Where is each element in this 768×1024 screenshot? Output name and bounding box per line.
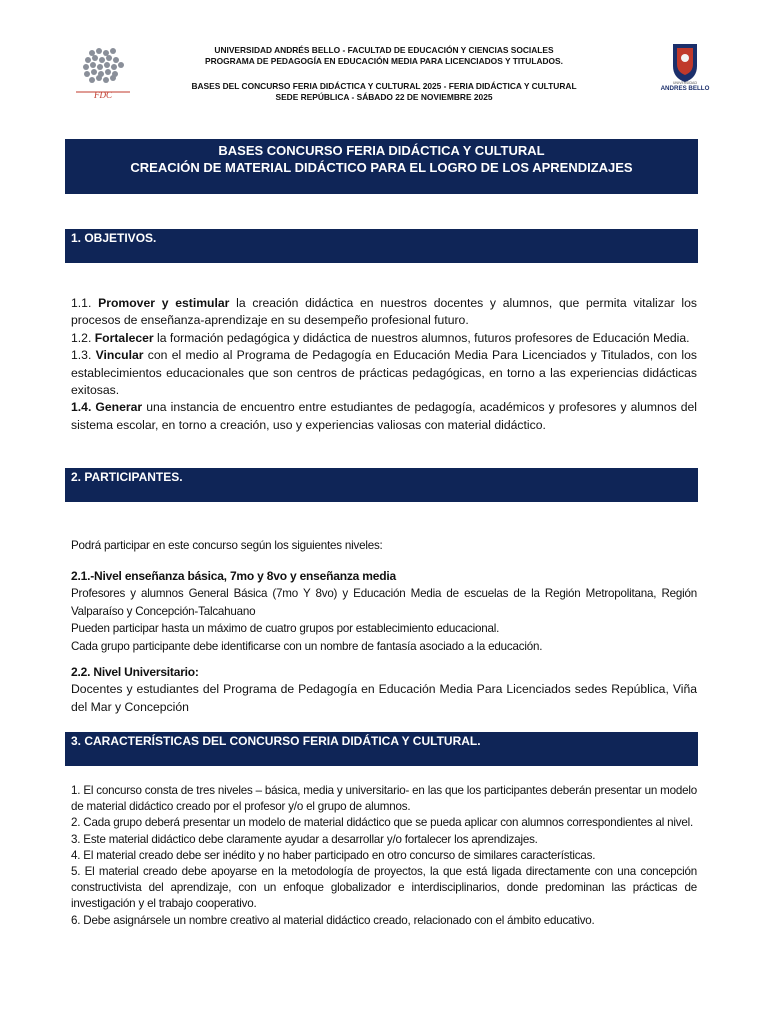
unab-logo bbox=[655, 38, 715, 96]
nivel-basica-block bbox=[71, 568, 697, 655]
nivel-universitario-block bbox=[71, 664, 697, 716]
header-line-date: SEDE REPÚBLICA - SÁBADO 22 DE NOVIEMBRE 2025 bbox=[275, 92, 493, 102]
nivel-basica-heading: 2.1.-Nivel enseñanza básica, 7mo y 8vo y enseñanza media bbox=[71, 569, 396, 583]
svg-text:UNIVERSIDAD: UNIVERSIDAD bbox=[672, 81, 698, 85]
caracteristica-item: 5. El material creado debe apoyarse en la metodología de proyectos, la que está ligada directamente con una concepción constructivista del aprendizaje, con un enfoque globalizador e interdisciplinarios, donde predominan las prácticas de investigación y el trabajo cooperativo. bbox=[71, 865, 697, 911]
header-line-university: UNIVERSIDAD ANDRÉS BELLO - FACULTAD DE EDUCACIÓN Y CIENCIAS SOCIALES bbox=[214, 45, 554, 55]
objetivo-item: 1.1. Promover y estimular la creación didáctica en nuestros docentes y alumnos, que permita vitalizar los procesos de enseñanza-aprendizaje en su desempeño profesional futuro. bbox=[71, 296, 697, 328]
nivel-universitario-heading: 2.2. Nivel Universitario: bbox=[71, 665, 199, 679]
caracteristica-item: 3. Este material didáctico debe claramente ayudar a desarrollar y/o fortalecer los aprendizajes. bbox=[71, 832, 538, 846]
title-line-2: CREACIÓN DE MATERIAL DIDÁCTICO PARA EL LOGRO DE LOS APRENDIZAJES bbox=[130, 160, 633, 175]
event-header bbox=[150, 81, 618, 103]
participantes-intro: Podrá participar en este concurso según los siguientes niveles: bbox=[71, 539, 383, 552]
header-line-event: BASES DEL CONCURSO FERIA DIDÁCTICA Y CULTURAL 2025 - FERIA DIDÁCTICA Y CULTURAL bbox=[191, 81, 577, 91]
institution-header bbox=[150, 45, 618, 67]
objetivo-item: 1.2. Fortalecer la formación pedagógica y didáctica de nuestros alumnos, futuros profesores de Educación Media. bbox=[71, 330, 690, 345]
caracteristica-item: 2. Cada grupo deberá presentar un modelo de material didáctico que se pueda aplicar con alumnos correspondientes al nivel. bbox=[71, 816, 694, 830]
section-heading-caracteristicas: 3. CARACTERÍSTICAS DEL CONCURSO FERIA DIDÁTICA Y CULTURAL. bbox=[65, 732, 698, 766]
nivel-basica-line: Cada grupo participante debe identificarse con un nombre de fantasía asociado a la educación. bbox=[71, 639, 543, 653]
nivel-basica-line: Profesores y alumnos General Básica (7mo Y 8vo) y Educación Media de escuelas de la Región Metropolitana, Región Valparaíso y Concepción-Talcahuano bbox=[71, 587, 697, 618]
caracteristicas-list bbox=[71, 783, 697, 929]
header-line-program: PROGRAMA DE PEDAGOGÍA EN EDUCACIÓN MEDIA PARA LICENCIADOS Y TITULADOS. bbox=[205, 56, 563, 66]
caracteristica-item: 1. El concurso consta de tres niveles – básica, media y universitario- en las que los participantes deberán presentar un modelo de material didáctico creado por el profesor y/o el grupo de alumnos. bbox=[71, 784, 697, 814]
nivel-universitario-text: Docentes y estudiantes del Programa de Pedagogía en Educación Media Para Licenciados sedes República, Viña del Mar y Concepción bbox=[71, 682, 697, 714]
title-line-1: BASES CONCURSO FERIA DIDÁCTICA Y CULTURAL bbox=[218, 143, 545, 158]
section-heading-participantes: 2. PARTICIPANTES. bbox=[65, 468, 698, 502]
objetivo-item: 1.4. Generar una instancia de encuentro entre estudiantes de pedagogía, académicos y profesores y alumnos del sistema escolar, en torno a creación, uso y experiencias valiosas con material didáctico. bbox=[71, 400, 697, 432]
objetivo-item: 1.3. Vincular con el medio al Programa de Pedagogía en Educación Media Para Licenciados y Titulados, con los establecimientos educacionales que son centros de prácticas pedagógicas, en torno a las experiencias didácticas exitosas. bbox=[71, 348, 697, 398]
svg-text:ANDRES BELLO: ANDRES BELLO bbox=[660, 85, 710, 92]
caracteristica-item: 6. Debe asignársele un nombre creativo al material didáctico creado, relacionado con el ámbito educativo. bbox=[71, 913, 595, 927]
objetivos-list bbox=[71, 295, 697, 434]
caracteristica-item: 4. El material creado debe ser inédito y no haber participado en otro concurso de similares características. bbox=[71, 848, 596, 862]
document-title bbox=[65, 139, 698, 194]
svg-text:FDC: FDC bbox=[94, 90, 112, 99]
nivel-basica-line: Pueden participar hasta un máximo de cuatro grupos por establecimiento educacional. bbox=[71, 622, 500, 636]
fdc-logo bbox=[72, 43, 134, 99]
section-heading-objetivos: 1. OBJETIVOS. bbox=[65, 229, 698, 263]
